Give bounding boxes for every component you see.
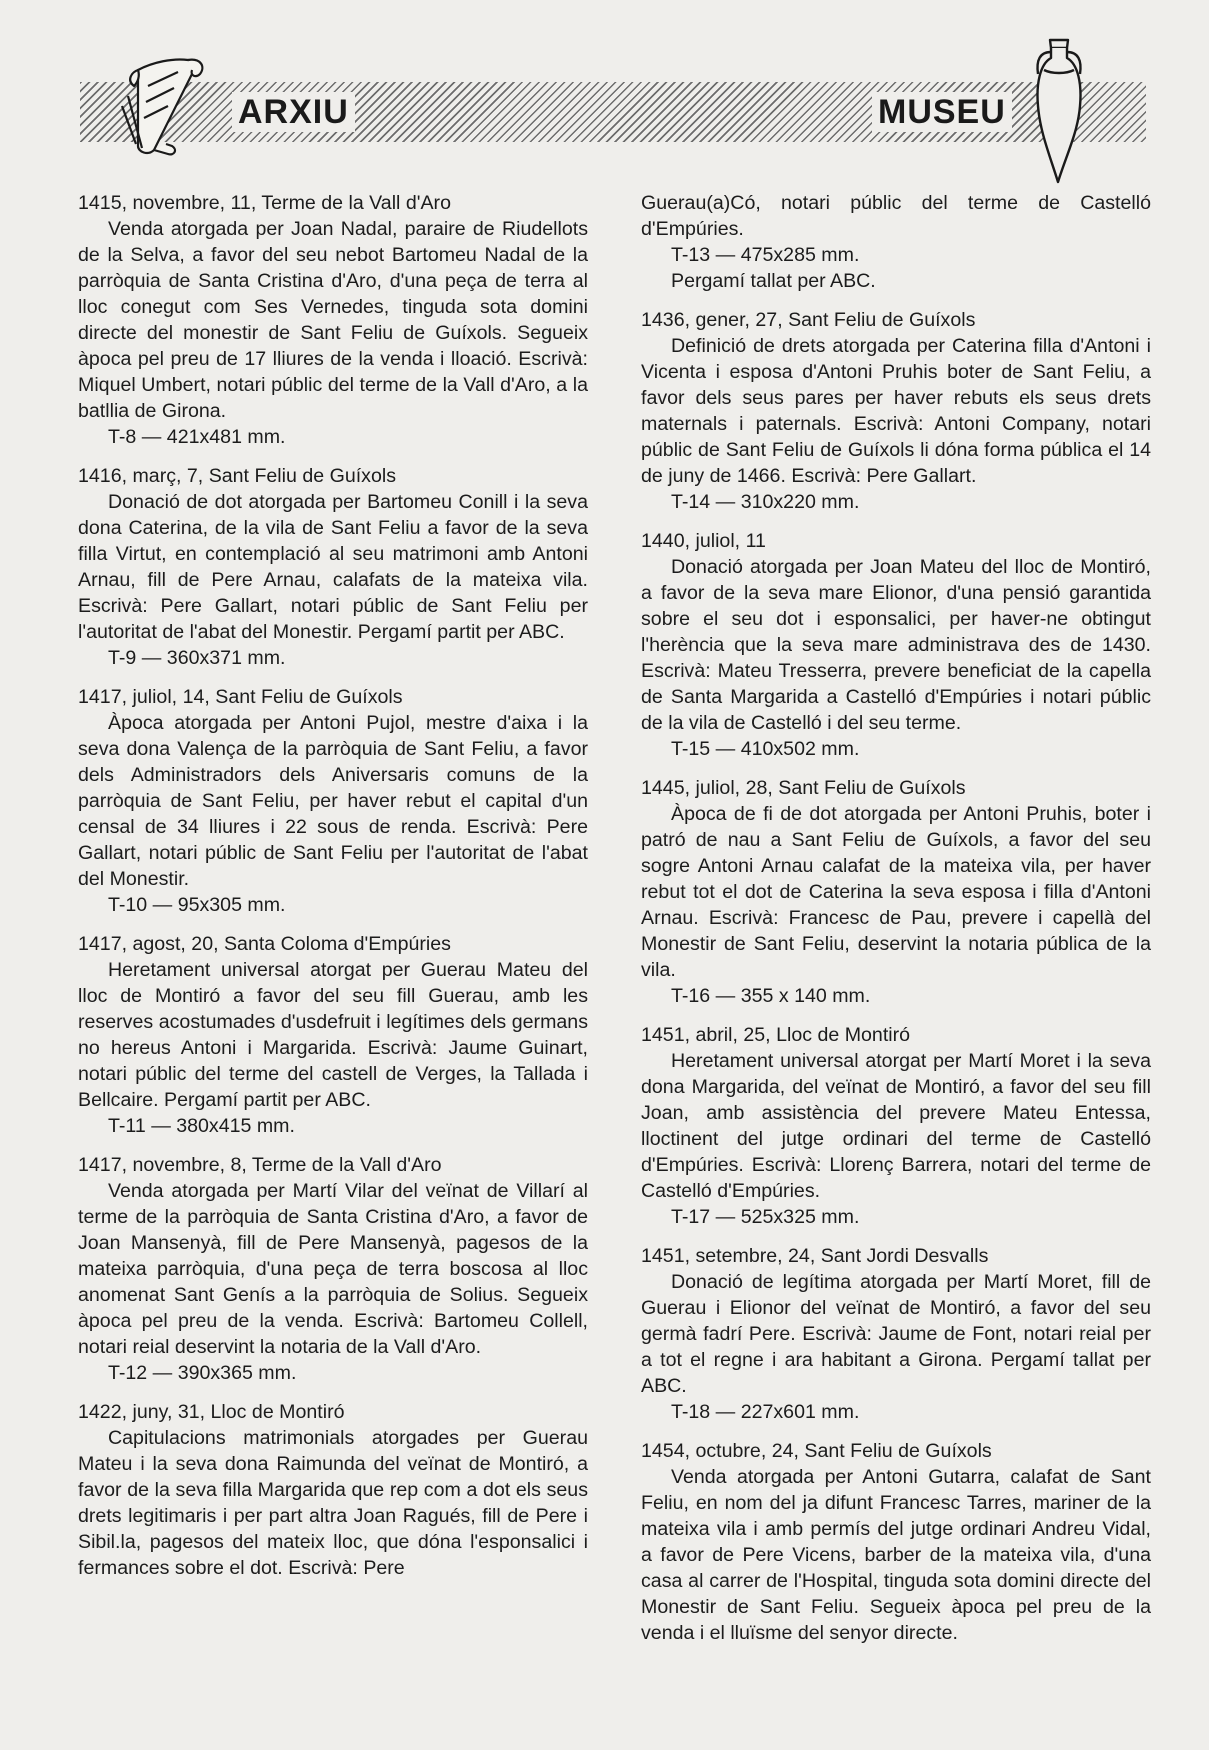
right-column xyxy=(641,190,1151,1659)
archive-label: ARXIU xyxy=(232,92,355,132)
entry-reference: T-9 — 360x371 mm. xyxy=(108,647,286,669)
catalog-entry xyxy=(641,307,1151,515)
entry-text: Definició de drets atorgada per Caterina filla d'Antoni i Vicenta i esposa d'Antoni Pruhis boter de Sant Feliu, a favor dels seus pares per haver rebuts els seus drets maternals i paternals. Escrivà: Antoni Company, notari públic de Sant Feliu de Guíxols li dóna forma pública el 14 de juny de 1466. Escrivà: Pere Gallart. xyxy=(641,335,1151,487)
museum-label: MUSEU xyxy=(872,92,1012,132)
catalog-entry xyxy=(641,1022,1151,1230)
entry-reference: T-18 — 227x601 mm. xyxy=(671,1401,860,1423)
entry-reference: T-15 — 410x502 mm. xyxy=(671,738,860,760)
entry-text: Heretament universal atorgat per Martí Moret i la seva dona Margarida, del veïnat de Montiró, a favor del seu fill Joan, amb assistència del prevere Mateu Entessa, lloctinent del jutge ordinari del terme de Castelló d'Empúries. Escrivà: Llorenç Barrera, notari del terme de Castelló d'Empúries. xyxy=(641,1050,1151,1202)
entry-reference: T-12 — 390x365 mm. xyxy=(108,1362,297,1384)
entry-note: Pergamí tallat per ABC. xyxy=(671,270,876,292)
entry-reference: T-13 — 475x285 mm. xyxy=(671,244,860,266)
entry-reference: T-14 — 310x220 mm. xyxy=(671,491,860,513)
entry-reference: T-11 — 380x415 mm. xyxy=(108,1115,295,1137)
entry-text: Venda atorgada per Martí Vilar del veïnat de Villarí al terme de la parròquia de Santa Cristina d'Aro, a favor de Joan Mansenyà, fill de Pere Mansenyà, pagesos de la mateixa parròquia, d'una peça de terra boscosa al lloc anomenat Sant Genís a la parròquia de Solius. Segueix àpoca pel preu de la venda. Escrivà: Bartomeu Collell, notari reial deservint la notaria de la Vall d'Aro. xyxy=(78,1180,588,1358)
entry-text: Donació atorgada per Joan Mateu del lloc de Montiró, a favor de la seva mare Elionor, d'una pensió garantida sobre el seu dot i esponsalici, per haver-ne obtingut l'herència que la seva mare administrava des de 1430. Escrivà: Mateu Tresserra, prevere beneficiat de la capella de Santa Margarida a Castelló d'Empúries i notari públic de la vila de Castelló i del seu terme. xyxy=(641,556,1151,734)
entry-date: 1422, juny, 31, Lloc de Montiró xyxy=(78,1401,345,1423)
entry-date: 1436, gener, 27, Sant Feliu de Guíxols xyxy=(641,309,976,331)
entry-text: Venda atorgada per Antoni Gutarra, calafat de Sant Feliu, en nom del ja difunt Francesc Tarres, mariner de la mateixa vila i amb permís del jutge ordinari Andreu Vidal, a favor de Pere Vicens, barber de la mateixa vila, d'una casa al carrer de l'Hospital, tinguda sota domini directe del Monestir de Sant Feliu. Segueix àpoca pel preu de la venda i el lluïsme del senyor directe. xyxy=(641,1466,1151,1644)
entry-date: 1451, abril, 25, Lloc de Montiró xyxy=(641,1024,911,1046)
entry-text: Àpoca atorgada per Antoni Pujol, mestre d'aixa i la seva dona Valença de la parròquia de Sant Feliu, a favor dels Administradors dels Aniversaris comuns de la parròquia de Sant Feliu, per haver rebut el capital d'un censal de 34 lliures i 22 sous de renda. Escrivà: Pere Gallart, notari públic de Sant Feliu per l'autoritat de l'abat del Monestir. xyxy=(78,712,588,890)
catalog-entry xyxy=(78,684,588,918)
catalog-entry xyxy=(641,528,1151,762)
scroll-icon xyxy=(108,52,218,160)
entry-text: Donació de legítima atorgada per Martí Moret, fill de Guerau i Elionor del veïnat de Montiró, a favor del seu germà fadrí Pere. Escrivà: Jaume de Font, notari reial per a tot el regne i ara habitant a Girona. Pergamí tallat per ABC. xyxy=(641,1271,1151,1397)
left-column xyxy=(78,190,588,1594)
entry-text: Capitulacions matrimonials atorgades per Guerau Mateu i la seva dona Raimunda del veïnat de Montiró, a favor de la seva filla Margarida que rep com a dot els seus drets legitimaris i per part altra Joan Ragués, fill de Pere i Sibil.la, pagesos del mateix lloc, que dóna l'esponsalici i fermances sobre el dot. Escrivà: Pere xyxy=(78,1427,588,1579)
entry-date: 1454, octubre, 24, Sant Feliu de Guíxols xyxy=(641,1440,992,1462)
continued-text: Guerau(a)Có, notari públic del terme de Castelló d'Empúries. xyxy=(641,192,1151,240)
entry-date: 1445, juliol, 28, Sant Feliu de Guíxols xyxy=(641,777,966,799)
entry-date: 1417, novembre, 8, Terme de la Vall d'Aro xyxy=(78,1154,442,1176)
catalog-entry xyxy=(641,1438,1151,1646)
catalog-entry xyxy=(78,190,588,450)
entry-reference: T-8 — 421x481 mm. xyxy=(108,426,286,448)
catalog-entry xyxy=(641,775,1151,1009)
entry-date: 1417, juliol, 14, Sant Feliu de Guíxols xyxy=(78,686,403,708)
entry-reference: T-10 — 95x305 mm. xyxy=(108,894,286,916)
entry-date: 1440, juliol, 11 xyxy=(641,530,766,552)
catalog-entry xyxy=(78,931,588,1139)
entry-date: 1416, març, 7, Sant Feliu de Guíxols xyxy=(78,465,397,487)
catalog-entry xyxy=(641,1243,1151,1425)
entry-date: 1415, novembre, 11, Terme de la Vall d'Aro xyxy=(78,192,451,214)
entry-reference: T-16 — 355 x 140 mm. xyxy=(671,985,871,1007)
entry-reference: T-17 — 525x325 mm. xyxy=(671,1206,860,1228)
catalog-entry xyxy=(78,1399,588,1581)
catalog-entry xyxy=(78,1152,588,1386)
entry-text: Venda atorgada per Joan Nadal, paraire de Riudellots de la Selva, a favor del seu nebot Bartomeu Nadal de la parròquia de Santa Cristina d'Aro, d'una peça de terra al lloc conegut com Ses Vernedes, tinguda sota domini directe del monestir de Sant Feliu de Guíxols. Segueix àpoca pel preu de 17 lliures de la venda i lloació. Escrivà: Miquel Umbert, notari públic del terme de la Vall d'Aro, a la batllia de Girona. xyxy=(78,218,588,422)
entry-date: 1417, agost, 20, Santa Coloma d'Empúries xyxy=(78,933,451,955)
catalog-entry-continuation xyxy=(641,190,1151,294)
amphora-icon xyxy=(1030,36,1088,186)
catalog-entry xyxy=(78,463,588,671)
entry-text: Heretament universal atorgat per Guerau Mateu del lloc de Montiró a favor del seu fill Guerau, amb les reserves acostumades d'usdefruit i legítimes dels germans no hereus Antoni i Margarida. Escrivà: Jaume Guinart, notari públic del terme del castell de Verges, la Tallada i Bellcaire. Pergamí partit per ABC. xyxy=(78,959,588,1111)
entry-text: Àpoca de fi de dot atorgada per Antoni Pruhis, boter i patró de nau a Sant Feliu de Guíxols, a favor del seu sogre Antoni Arnau calafat de la mateixa vila, per haver rebut tot el dot de Caterina la seva esposa i filla d'Antoni Arnau. Escrivà: Francesc de Pau, prevere i capellà del Monestir de Sant Feliu, deservint la notaria pública de la vila. xyxy=(641,803,1151,981)
entry-date: 1451, setembre, 24, Sant Jordi Desvalls xyxy=(641,1245,989,1267)
entry-text: Donació de dot atorgada per Bartomeu Conill i la seva dona Caterina, de la vila de Sant Feliu a favor de la seva filla Virtut, en contemplació al seu matrimoni amb Antoni Arnau, fill de Pere Arnau, calafats de la mateixa vila. Escrivà: Pere Gallart, notari públic de Sant Feliu per l'autoritat de l'abat del Monestir. Pergamí partit per ABC. xyxy=(78,491,588,643)
